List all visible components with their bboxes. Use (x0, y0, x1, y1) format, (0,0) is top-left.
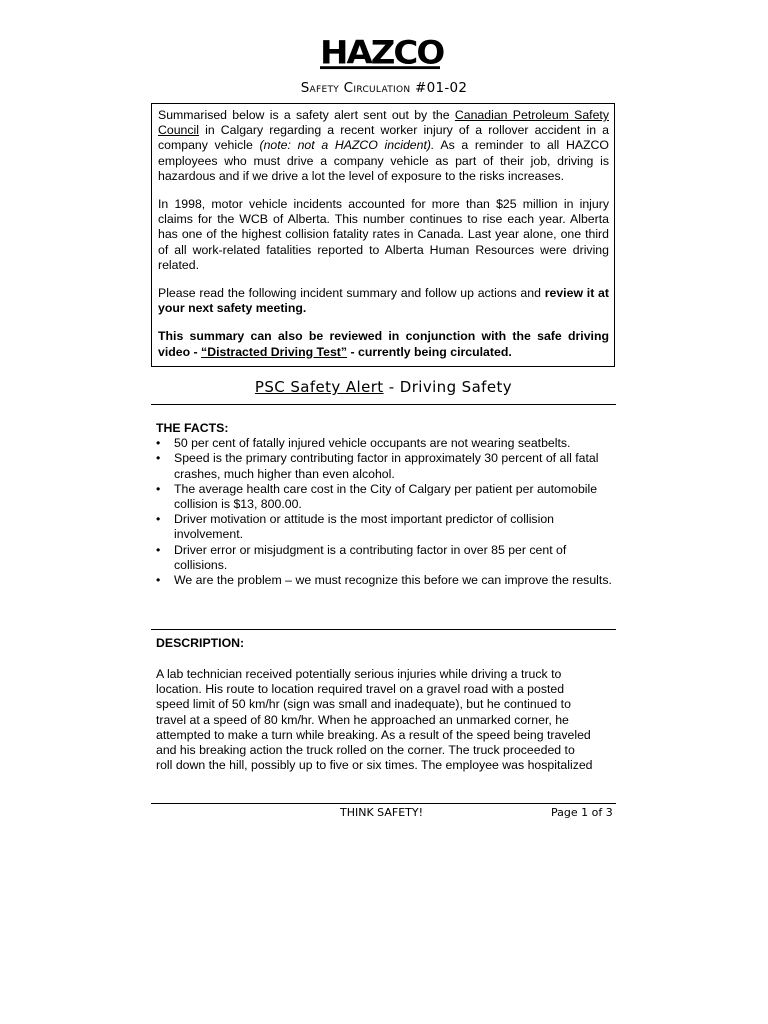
alert-divider (151, 404, 616, 405)
intro-paragraph-2: In 1998, motor vehicle incidents accounted for more than $25 million in injury claims for the WCB of Alberta. This number continues to rise each year. Alberta has one of the highest collision fatality rates in Canada. Last year alone, one third of all work-related fatalities reported to Alberta Human Resources were driving related. (158, 197, 609, 272)
description-line: A lab technician received potentially serious injuries while driving a truck to (156, 667, 562, 681)
description-line: roll down the hill, possibly up to five or six times. The employee was hospitalized (156, 758, 593, 773)
logo-text: HAZCO (320, 33, 444, 72)
fact-item: • Driver error or misjudgment is a contributing factor in over 85 per cent of collisions. (156, 542, 567, 572)
page-number: Page 1 of 3 (551, 806, 613, 819)
intro-paragraph-3: Please read the following incident summary and follow up actions and review it at your next safety meeting. (158, 286, 609, 316)
description-line: location. His route to location required travel on a gravel road with a posted (156, 682, 565, 697)
intro-box (151, 103, 615, 367)
bullet-icon: • (156, 451, 161, 466)
bullet-icon: • (156, 512, 161, 527)
alert-title: PSC Safety Alert - Driving Safety (254, 378, 513, 396)
bullet-icon: • (156, 436, 161, 451)
facts-section (156, 421, 616, 588)
description-divider (151, 629, 616, 630)
bullet-icon: • (156, 481, 161, 496)
description-line: travel at a speed of 80 km/hr. When he approached an unmarked corner, he (156, 712, 569, 727)
description-line: and his breaking action the truck rolled on the corner. The truck proceeded to (156, 743, 575, 758)
footer-divider (151, 803, 616, 804)
intro-paragraph-4: This summary can also be reviewed in conjunction with the safe driving video - “Distracted Driving Test” - currently being circulated. (158, 329, 609, 359)
circulation-title: Safety Circulation #01-02 (300, 80, 468, 96)
fact-item: • 50 per cent of fatally injured vehicle occupants are not wearing seatbelts. (156, 436, 571, 451)
bullet-icon: • (156, 542, 161, 557)
video-title: “Distracted Driving Test” (201, 344, 348, 359)
footer-slogan: THINK SAFETY! (340, 806, 424, 819)
description-line: speed limit of 50 km/hr (sign was small and inadequate), but he continued to (156, 697, 571, 712)
facts-list (156, 436, 616, 588)
fact-item: • We are the problem – we must recognize this before we can improve the results. (156, 573, 612, 588)
fact-item: • Driver motivation or attitude is the most important predictor of collision involvement. (156, 512, 554, 542)
fact-item: • The average health care cost in the City of Calgary per patient per automobile collision is $13, 800.00. (156, 481, 598, 512)
description-body (156, 667, 616, 773)
description-heading: DESCRIPTION: (156, 636, 245, 650)
facts-heading: THE FACTS: (156, 421, 229, 435)
fact-item: • Speed is the primary contributing factor in approximately 30 percent of all fatal crashes, much higher than even alcohol. (156, 451, 599, 481)
cpsc-link: Canadian Petroleum Safety Council (158, 108, 609, 138)
description-line: attempted to make a turn while breaking. As a result of the speed being traveled (156, 727, 591, 742)
hazco-logo (320, 33, 444, 72)
intro-paragraph-1: Summarised below is a safety alert sent out by the Canadian Petroleum Safety Council in Calgary regarding a recent worker injury of a rollover accident in a company vehicle (note: not a HAZCO incident). As a reminder to all HAZCO employees who must drive a company vehicle as part of their job, driving is hazardous and if we drive a lot the level of exposure to the risks increases. (158, 108, 609, 183)
bullet-icon: • (156, 573, 161, 588)
intro-note: (note: not a HAZCO incident). (259, 138, 435, 153)
